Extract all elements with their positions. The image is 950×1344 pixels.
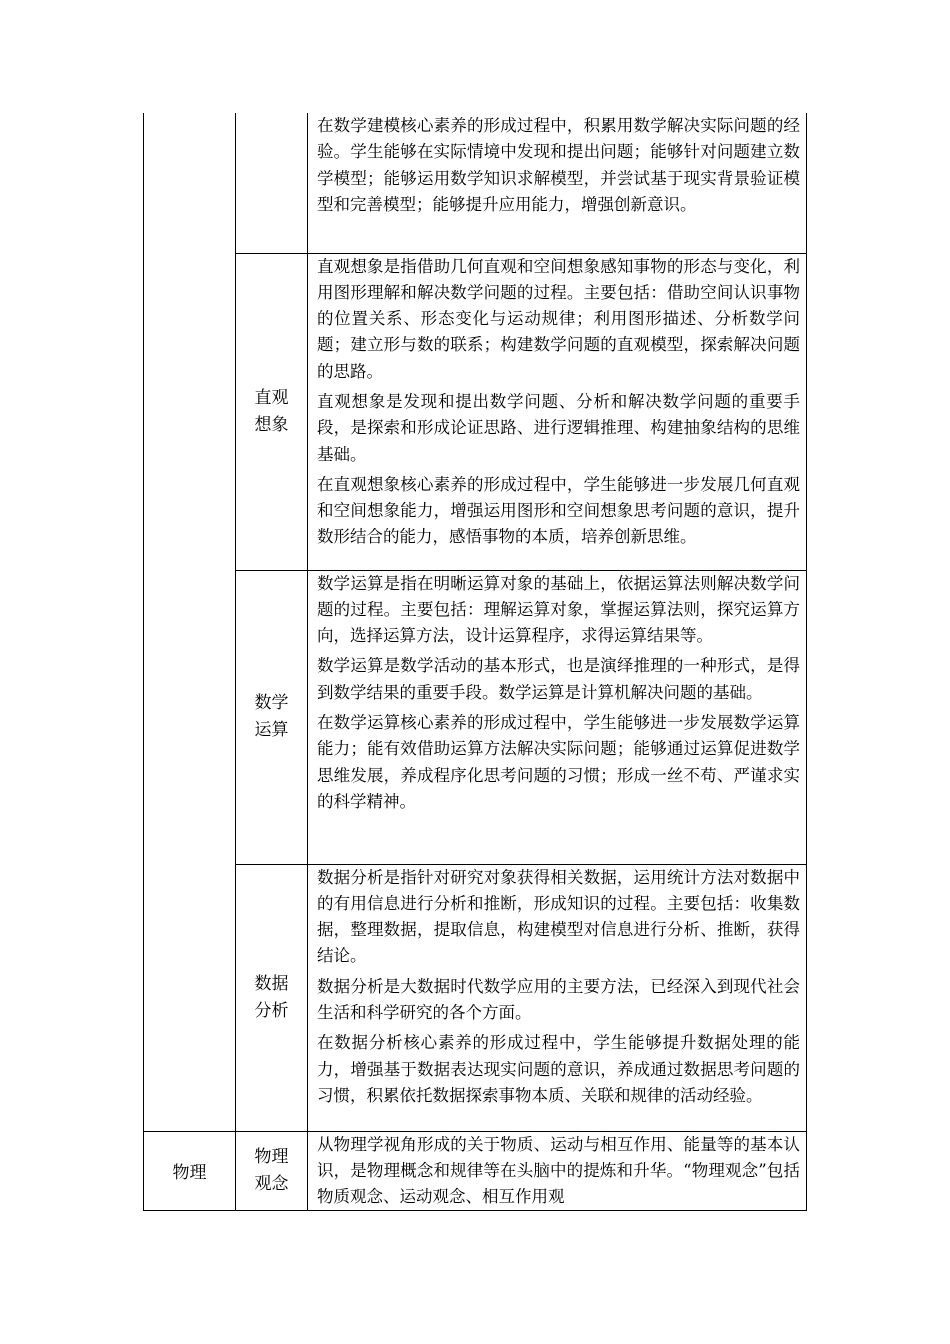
core-literacy-table	[143, 113, 807, 1211]
literacy-cell	[236, 253, 308, 570]
table-row	[144, 570, 807, 864]
literacy-label: 数学 运算	[254, 693, 289, 740]
literacy-label: 数据 分析	[254, 973, 289, 1021]
subject-cell	[144, 1131, 236, 1211]
table-row	[144, 864, 807, 1131]
description-paragraph: 数据分析是大数据时代数学应用的主要方法，已经深入到现代社会生活和科学研究的各个方面。	[317, 976, 800, 1022]
table-row	[144, 1131, 807, 1211]
description-cell	[308, 1131, 807, 1211]
description-paragraph: 数据分析是指针对研究对象获得相关数据，运用统计方法对数据中的有用信息进行分析和推断，形成知识的过程。主要包括：收集数据，整理数据，提取信息，构建模型对信息进行分析、推断，获得结论。	[317, 867, 800, 966]
description-cell	[308, 570, 807, 864]
description-paragraph: 从物理学视角形成的关于物质、运动与相互作用、能量等的基本认识，是物理概念和规律等在头脑中的提炼和升华。“物理观念”包括物质观念、运动观念、相互作用观	[317, 1134, 800, 1207]
literacy-label: 物理 观念	[254, 1146, 289, 1194]
literacy-cell	[236, 570, 308, 864]
description-paragraph: 在数学建模核心素养的形成过程中，积累用数学解决实际问题的经验。学生能够在实际情境中发现和提出问题；能够针对问题建立数学模型；能够运用数学知识求解模型，并尝试基于现实背景验证模型和完善模型；能够提升应用能力，增强创新意识。	[317, 116, 800, 214]
literacy-cell	[236, 1131, 308, 1211]
description-cell	[308, 253, 807, 570]
subject-cell-math	[144, 113, 236, 1131]
literacy-label: 直观 想象	[254, 387, 289, 435]
literacy-cell	[236, 113, 308, 253]
description-paragraph: 在数据分析核心素养的形成过程中，学生能够提升数据处理的能力，增强基于数据表达现实问题的意识，养成通过数据思考问题的习惯，积累依托数据探索事物本质、关联和规律的活动经验。	[317, 1033, 800, 1105]
description-paragraph: 直观想象是发现和提出数学问题、分析和解决数学问题的重要手段，是探索和形成论证思路、进行逻辑推理、构建抽象结构的思维基础。	[317, 391, 800, 464]
description-paragraph: 直观想象是指借助几何直观和空间想象感知事物的形态与变化，利用图形理解和解决数学问题的过程。主要包括：借助空间认识事物的位置关系、形态变化与运动规律；利用图形描述、分析数学问题；建立形与数的联系；构建数学问题的直观模型，探索解决问题的思路。	[317, 256, 800, 381]
description-cell	[308, 113, 807, 253]
curriculum-table-page	[143, 113, 806, 1211]
description-cell	[308, 864, 807, 1131]
table-row	[144, 253, 807, 570]
description-paragraph: 数学运算是指在明晰运算对象的基础上，依据运算法则解决数学问题的过程。主要包括：理解运算对象，掌握运算法则，探究运算方向，选择运算方法，设计运算程序，求得运算结果等。	[317, 573, 800, 646]
description-paragraph: 在数学运算核心素养的形成过程中，学生能够进一步发展数学运算能力；能有效借助运算方法解决实际问题；能够通过运算促进数学思维发展，养成程序化思考问题的习惯；形成一丝不苟、严谨求实的科学精神。	[317, 712, 800, 811]
description-paragraph: 数学运算是数学活动的基本形式，也是演绎推理的一种形式，是得到数学结果的重要手段。数学运算是计算机解决问题的基础。	[317, 656, 800, 702]
literacy-cell	[236, 864, 308, 1131]
subject-label: 物理	[172, 1163, 207, 1184]
table-row	[144, 113, 807, 253]
description-paragraph: 在直观想象核心素养的形成过程中，学生能够进一步发展几何直观和空间想象能力，增强运用图形和空间想象思考问题的意识，提升数形结合的能力，感悟事物的本质，培养创新思维。	[317, 474, 800, 547]
